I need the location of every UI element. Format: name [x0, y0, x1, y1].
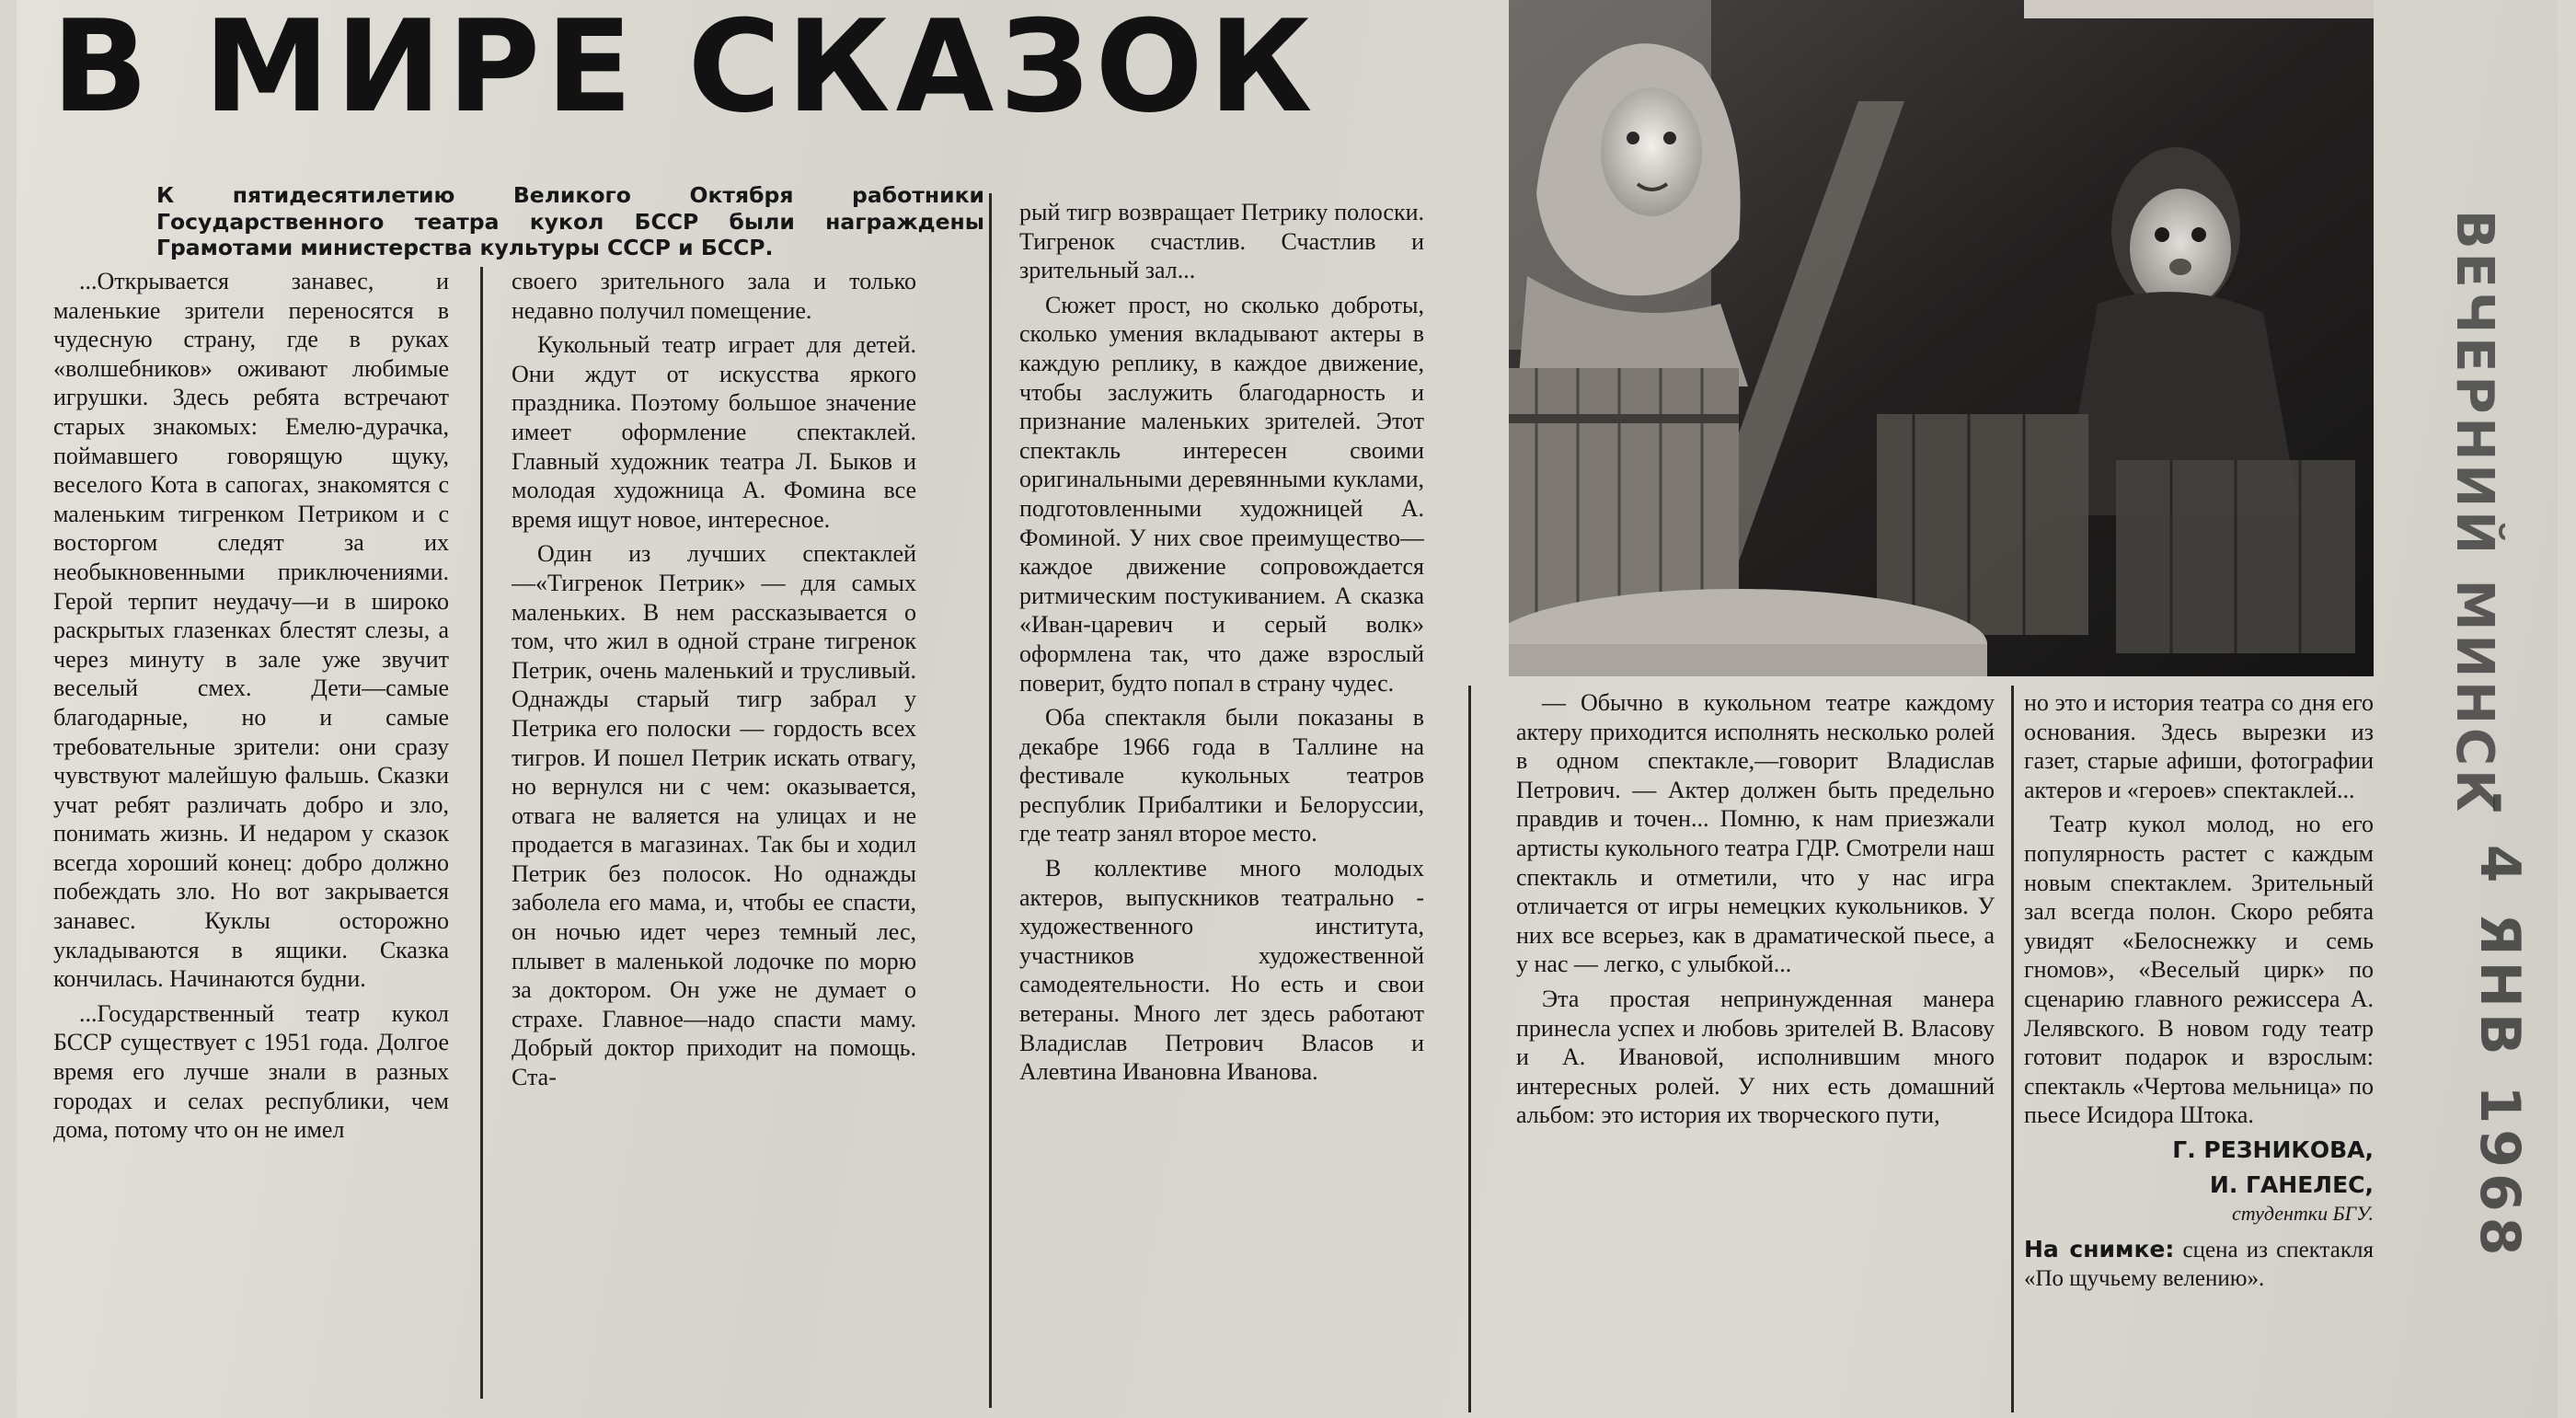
paragraph: Оба спектакля были показаны в декабре 1966 года в Таллине на фестивале кукольных театров республик Прибалтики и Белоруссии, где театр занял второе место.	[1019, 704, 1424, 847]
puppet-scene-image	[1509, 0, 2374, 676]
newspaper-stamp: ВЕЧЕРНИЙ МИНСК	[2444, 210, 2504, 815]
paragraph: своего зрительного зала и только недавно получил помещение.	[512, 268, 916, 324]
article-column-1	[53, 267, 449, 1408]
paragraph: Сюжет прост, но сколько доброты, сколько умения вкладывают актеры в каждую реплику, в каждое движение, чтобы заслужить благодарность и признание маленьких зрителей. Этот спектакль интересен своими оригинальными деревянными куклами, подготовленными художницей А. Фоминой. У них свое преимущество—каждое движение сопровождается ритмическим постукиванием. А сказка «Иван-царевич и серый волк» оформлена так, что даже взрослый поверит, будто попал в страну чудес.	[1019, 291, 1424, 697]
article-column-5	[2024, 688, 2374, 1415]
paragraph: но это и история театра со дня его основания. Здесь вырезки из газет, старые афиши, фотографии актеров и «героев» спектаклей...	[2024, 689, 2374, 803]
lead-paragraph: К пятидесятилетию Великого Октября работники Государственного театра кукол БССР были награждены Грамотами министерства культуры СССР и БССР.	[156, 182, 984, 261]
signature	[2024, 1136, 2374, 1228]
caption-label: На снимке:	[2024, 1235, 2175, 1262]
column-rule	[480, 267, 483, 1399]
column-rule	[2011, 686, 2014, 1412]
paragraph: ...Государственный театр кукол БССР существует с 1951 года. Долгое время его лучше знали в разных городах и селах республики, чем дома, потому что он не имел	[53, 999, 449, 1144]
paragraph: ...Открывается занавес, и маленькие зрители переносятся в чудесную страну, где в руках «волшебников» оживают любимые игрушки. Здесь ребята встречают старых знакомых: Емелю-дурачка, поймавшего говорящую щуку, веселого Кота в сапогах, знакомятся с маленьким тигренком Петриком и с восторгом следят за их необыкновенными приключениями. Герой терпит неудачу—и в широко раскрытых глазенках блестят слезы, а через минуту в зале уже звучит веселый смех. Дети—самые благодарные, но и самые требовательные зрители: они сразу чувствуют малейшую фальшь. Сказки учат ребят различать добро и зло, понимать жизнь. И недаром у сказок всегда хороший конец: добро должно побеждать зло. Но вот закрывается занавес. Куклы осторожно укладываются в ящики. Сказка кончилась. Начинаются будни.	[53, 268, 449, 993]
caption-text: сцена из спектакля «По щучьему велению».	[2024, 1237, 2374, 1291]
author-role: студентки БГУ.	[2232, 1201, 2374, 1225]
paragraph: В коллективе много молодых актеров, выпускников театрально - художественного института, участников художественной самодеятельности. Но есть и свои ветераны. Много лет здесь работают Владислав Петрович Власов и Алевтина Ивановна Иванова.	[1019, 855, 1424, 1086]
paragraph: Один из лучших спектаклей—«Тигренок Петрик» — для самых маленьких. В нем рассказывается о том, что жил в одной стране тигренок Петрик, очень маленький и трусливый. Однажды старый тигр забрал у Петрика его полоски — гордость всех тигров. И пошел Петрик искать отвагу, но вернулся ни с чем: оказывается, отвага не валяется на улицах и не продается в магазинах. Так бы и ходил Петрик без полосок. Но однажды заболела его мама, и, чтобы ее спасти, он ночью идет через темный лес, плывет в маленькой лодочке по морю за доктором. Он уже не думает о страхе. Главное—надо спасти маму. Добрый доктор приходит на помощь. Ста-	[512, 540, 916, 1091]
paragraph: рый тигр возвращает Петрику полоски. Тигренок счастлив. Счастлив и зрительный зал...	[1019, 199, 1424, 284]
paragraph: Театр кукол молод, но его популярность растет с каждым новым спектаклем. Зрительный зал всегда полон. Скоро ребята увидят «Белоснежку и семь гномов», «Веселый цирк» по сценарию главного режиссера А. Лелявского. В новом году театр готовит подарок и взрослым: спектакль «Чертова мельница» по пьесе Исидора Штока.	[2024, 811, 2374, 1129]
paragraph: Эта простая непринужденная манера принесла успех и любовь зрителей В. Власову и А. Ивановой, исполнившим много интересных ролей. У них есть домашний альбом: это история их творческого пути,	[1516, 985, 1995, 1129]
photo-caption	[2024, 1235, 2374, 1293]
paragraph: Кукольный театр играет для детей. Они ждут от искусства яркого праздника. Поэтому большое значение имеет оформление спектаклей. Главный художник театра Л. Быков и молодая художница А. Фомина все время ищут новое, интересное.	[512, 331, 916, 533]
author-name: И. ГАНЕЛЕС,	[2209, 1170, 2374, 1198]
headline: В МИРЕ СКАЗОК	[52, 0, 1318, 141]
article-column-3	[1019, 198, 1424, 1412]
date-stamp: - 4 ЯНВ 1968	[2467, 791, 2532, 1262]
author-name: Г. РЕЗНИКОВА,	[2172, 1136, 2374, 1163]
column-rule	[1468, 686, 1471, 1412]
scene-photo	[1509, 0, 2374, 676]
article-column-2	[512, 267, 916, 1408]
paragraph: — Обычно в кукольном театре каждому актеру приходится исполнять несколько ролей в одном спектакле,—говорит Владислав Петрович. — Актер должен быть предельно правдив и точен... Помню, к нам приезжали артисты кукольного театра ГДР. Смотрели наш спектакль и отметили, что у нас игра отличается от игры немецких кукольников. У них все всерьез, как в драматической пьесе, а у нас — легко, с улыбкой...	[1516, 689, 1995, 978]
column-rule	[989, 193, 992, 1408]
article-column-4	[1516, 688, 1995, 1415]
